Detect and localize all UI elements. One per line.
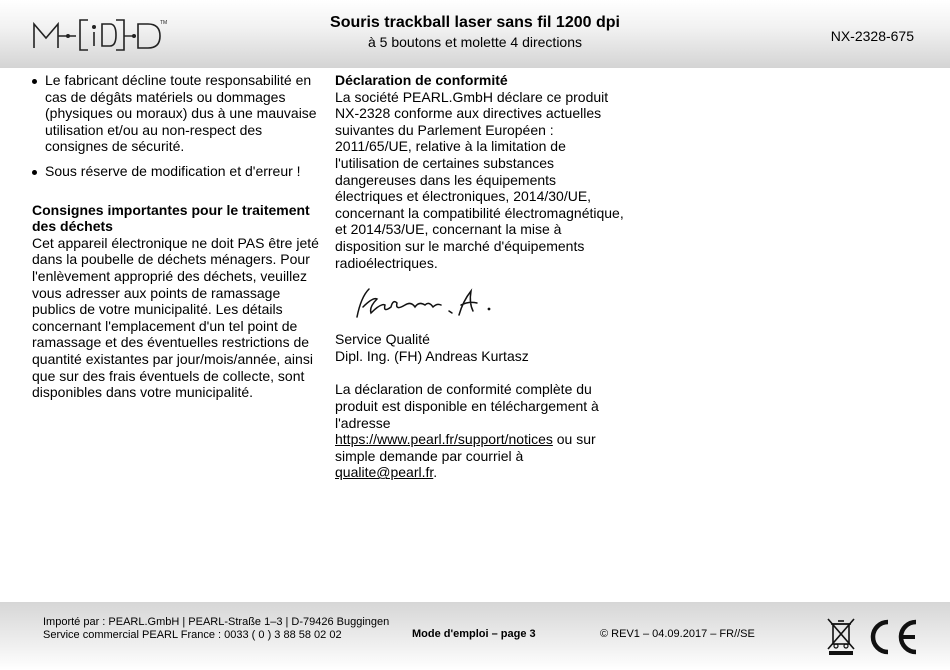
list-item: Sous réserve de modification et d'erreur ! [32, 163, 322, 180]
left-column [32, 72, 322, 401]
availability-paragraph [335, 381, 625, 481]
waste-section [32, 202, 322, 401]
revision-label: © REV1 – 04.09.2017 – FR//SE [600, 628, 755, 640]
product-code: NX-2328-675 [830, 28, 914, 44]
notices-link[interactable]: https://www.pearl.fr/support/notices [335, 431, 553, 448]
importer-line: Importé par : PEARL.GmbH | PEARL-Straße 1–3 | D-79426 Buggingen [43, 616, 390, 628]
waste-text: Cet appareil électronique ne doit PAS être jeté dans la poubelle de déchets ménagers. Pour l'enlèvement approprié des déchets, veuillez vous adresser aux points de ramassage publics de votre municipalité. Les détails concernant l'emplacement d'un tel point de ramassage et des éventuelles restrictions de quantité existantes par jour/mois/année, ainsi que sur des frais éventuels de collecte, sont disponibles dans votre municipalité. [32, 234, 319, 401]
page-label: Mode d'emploi – page 3 [412, 628, 536, 640]
signer-role: Service Qualité [335, 331, 430, 348]
declaration-text: La société PEARL.GmbH déclare ce produit NX-2328 conforme aux directives actuelles suivantes du Parlement Européen : 2011/65/UE, relative à la limitation de l'utilisation de certaines substances dangereuses dans les équipements électriques et électroniques, 2014/30/UE, concernant la compatibilité électromagnétique, et 2014/53/UE, concernant la mise à disposition sur le marché d'équipements radioélectriques. [335, 88, 624, 271]
product-title: Souris trackball laser sans fil 1200 dpi [330, 14, 620, 31]
or-text: ou sur simple demande par courriel à [335, 431, 596, 464]
page-header [0, 0, 950, 68]
declaration-heading: Déclaration de conformité [335, 72, 508, 88]
list-item: Le fabricant décline toute responsabilité en cas de dégâts matériels ou dommages (physiques ou moraux) dus à une mauvaise utilisation et/ou au non-respect des consignes de sécurité. [32, 72, 322, 155]
waste-heading: Consignes importantes pour le traitement des déchets [32, 201, 310, 235]
weee-bin-icon [826, 616, 856, 656]
signer-name: Dipl. Ing. (FH) Andreas Kurtasz [335, 347, 529, 364]
availability-text: La déclaration de conformité complète du produit est disponible en téléchargement à l'adresse [335, 381, 599, 431]
svg-text:TM: TM [160, 20, 167, 26]
service-line: Service commercial PEARL France : 0033 ( 0 ) 3 88 58 02 02 [43, 629, 342, 641]
ce-mark-icon [862, 616, 920, 658]
end-punct: . [433, 464, 438, 481]
product-subtitle: à 5 boutons et molette 4 directions [367, 34, 583, 50]
liability-list [32, 72, 322, 180]
page-footer [0, 602, 950, 670]
signature-image [349, 283, 499, 323]
middle-column [335, 72, 625, 481]
email-link[interactable]: qualite@pearl.fr [335, 464, 434, 481]
